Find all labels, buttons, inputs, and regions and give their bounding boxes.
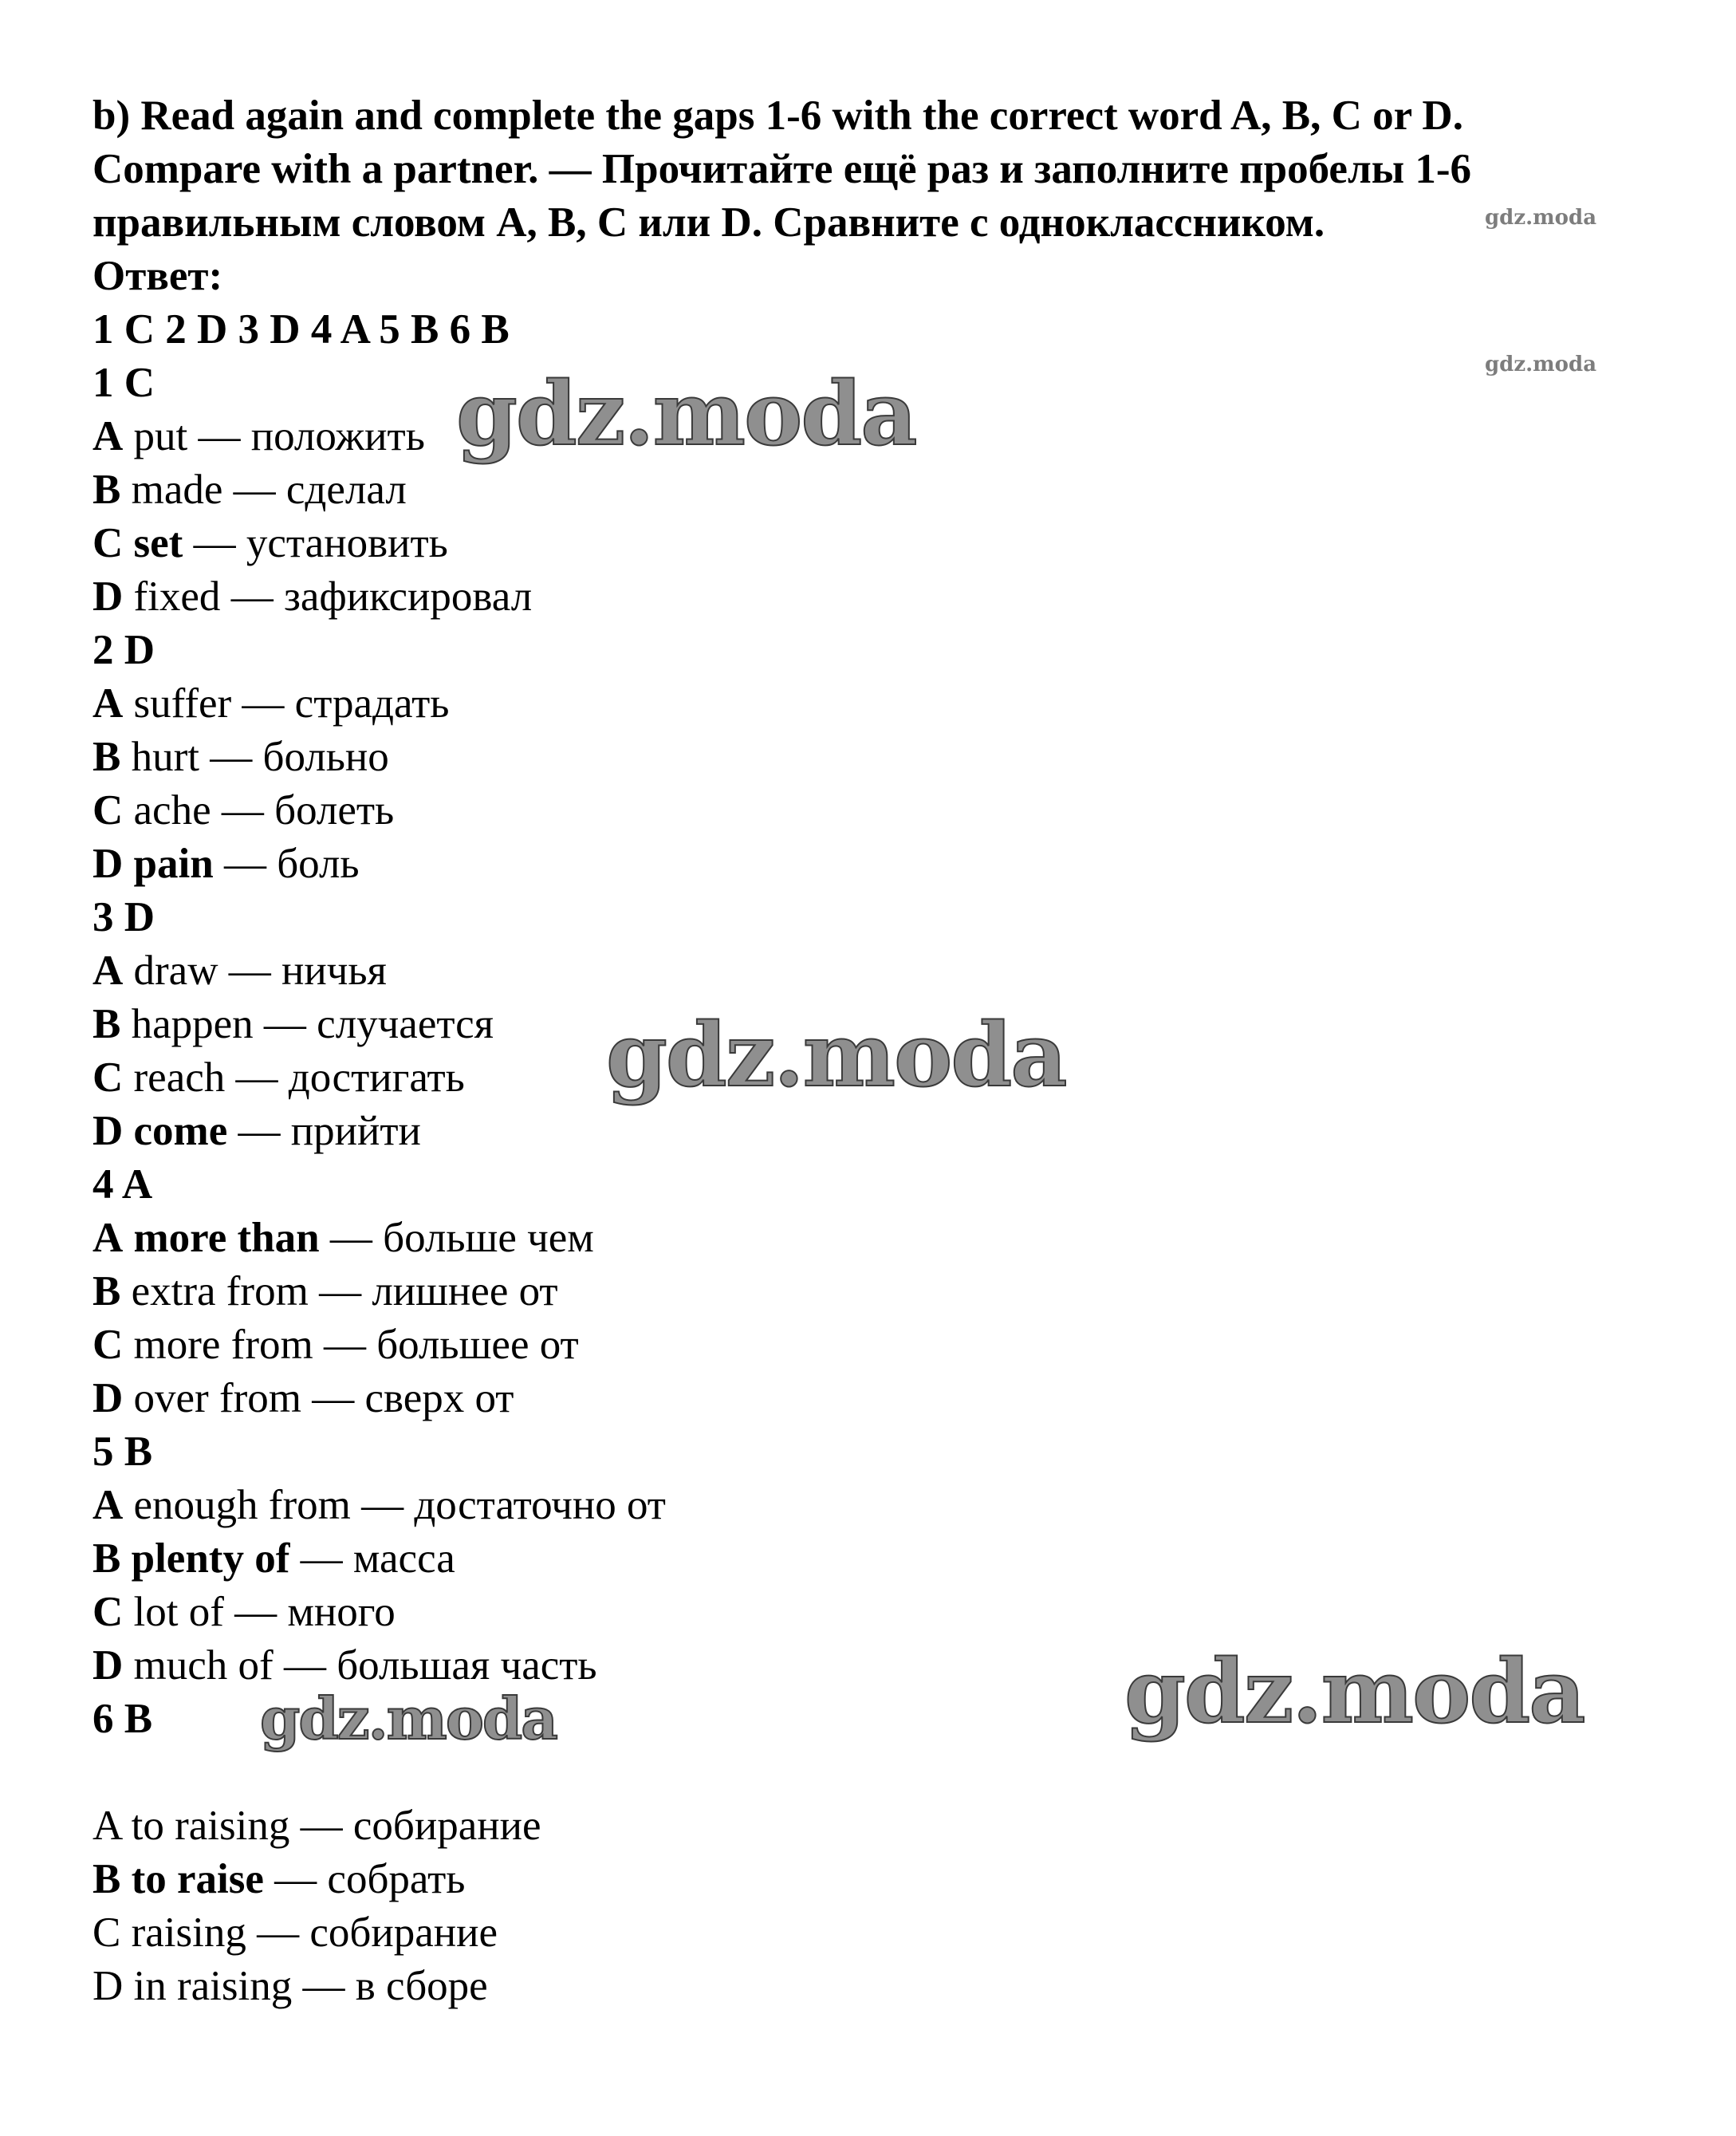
option-word: fixed	[133, 573, 221, 620]
option-translation: — большее от	[313, 1322, 579, 1368]
option-letter: C	[93, 1322, 124, 1368]
option-letter: C	[93, 1909, 121, 1956]
option-word: extra from	[131, 1268, 309, 1314]
option-translation: — случается	[253, 1001, 494, 1047]
option-letter: D	[93, 841, 124, 887]
option-letter: B	[93, 1268, 121, 1314]
option-word: more from	[133, 1322, 313, 1368]
option-word: made	[131, 467, 223, 513]
option-letter: D	[93, 1963, 124, 2009]
option-letter: A	[93, 1482, 124, 1528]
option-row	[93, 1479, 1655, 1532]
option-word: in raising	[133, 1963, 293, 2009]
option-word: hurt	[131, 734, 199, 780]
option-word: reach	[133, 1054, 226, 1101]
option-translation: — боль	[213, 841, 360, 887]
option-row	[93, 1799, 1655, 1853]
heading-line-1: b) Read again and complete the gaps 1-6 with the correct word A, B, C or D.	[93, 93, 1463, 139]
option-translation: — положить	[187, 413, 425, 459]
option-row	[93, 1372, 1655, 1425]
option-word: happen	[131, 1001, 254, 1047]
watermark-medium: gdz.moda	[260, 1685, 557, 1752]
option-translation: — ничья	[218, 948, 387, 994]
option-translation: — собирание	[289, 1803, 541, 1849]
question-header: 1 C	[93, 360, 155, 406]
option-translation: — масса	[289, 1535, 455, 1582]
option-word: enough from	[133, 1482, 351, 1528]
option-word-correct: set	[133, 520, 183, 566]
option-letter: B	[93, 1856, 121, 1902]
option-row-correct	[93, 1853, 1655, 1906]
option-row-correct	[93, 1532, 1655, 1586]
option-row	[93, 1265, 1655, 1318]
option-word: ache	[133, 787, 211, 834]
question-header: 4 A	[93, 1161, 153, 1208]
option-row-correct	[93, 837, 1655, 891]
option-row-correct	[93, 1105, 1655, 1158]
option-letter: A	[93, 680, 124, 727]
option-word-correct: come	[133, 1108, 228, 1154]
option-row	[93, 1906, 1655, 1960]
option-word: much of	[133, 1642, 274, 1689]
option-letter: A	[93, 1803, 121, 1849]
option-letter: B	[93, 1535, 121, 1582]
option-word: raising	[131, 1909, 246, 1956]
question-header: 3 D	[93, 894, 155, 940]
question-header: 2 D	[93, 627, 155, 673]
option-translation: — страдать	[231, 680, 450, 727]
option-row	[93, 784, 1655, 837]
option-row	[93, 463, 1655, 517]
option-translation: — достаточно от	[350, 1482, 666, 1528]
option-translation: — установить	[183, 520, 448, 566]
question-block-2	[93, 624, 1655, 891]
watermark-large: gdz.moda	[1124, 1640, 1584, 1743]
option-row	[93, 570, 1655, 624]
watermark-small: gdz.moda	[1485, 206, 1597, 230]
option-letter: C	[93, 520, 124, 566]
option-letter: A	[93, 413, 124, 459]
blank-line	[93, 1746, 1655, 1799]
option-translation: — много	[223, 1589, 396, 1635]
option-translation: — болеть	[211, 787, 395, 834]
option-word-correct: plenty of	[131, 1535, 290, 1582]
question-header: 6 B	[93, 1696, 153, 1742]
option-letter: D	[93, 1642, 124, 1689]
option-translation: — сделал	[222, 467, 407, 513]
option-row	[93, 944, 1655, 998]
option-translation: — собирание	[246, 1909, 498, 1956]
option-word: put	[133, 413, 188, 459]
question-header: 5 B	[93, 1429, 153, 1475]
option-translation: — лишнее от	[308, 1268, 558, 1314]
option-word: over from	[133, 1375, 301, 1421]
option-letter: C	[93, 787, 124, 834]
option-row	[93, 1318, 1655, 1372]
option-letter: C	[93, 1589, 124, 1635]
option-letter: D	[93, 573, 124, 620]
task-heading	[93, 89, 1655, 250]
option-letter: B	[93, 734, 121, 780]
option-row	[93, 677, 1655, 731]
option-letter: D	[93, 1108, 124, 1154]
option-letter: D	[93, 1375, 124, 1421]
watermark-small: gdz.moda	[1485, 353, 1597, 376]
option-letter: C	[93, 1054, 124, 1101]
answer-key: 1 C 2 D 3 D 4 A 5 B 6 B	[93, 306, 510, 353]
option-word: suffer	[133, 680, 232, 727]
question-block-4	[93, 1158, 1655, 1425]
watermark-large: gdz.moda	[456, 362, 916, 465]
heading-line-3: правильным словом A, B, C или D. Сравните с одноклассником.	[93, 199, 1325, 246]
option-translation: — больше чем	[319, 1215, 594, 1261]
option-translation: — собрать	[263, 1856, 466, 1902]
option-translation: — больно	[199, 734, 389, 780]
option-translation: — зафиксировал	[220, 573, 533, 620]
option-row	[93, 731, 1655, 784]
option-letter: B	[93, 1001, 121, 1047]
option-translation: — в сборе	[292, 1963, 488, 2009]
option-letter: A	[93, 948, 124, 994]
option-word-correct: pain	[133, 841, 214, 887]
option-translation: — сверх от	[301, 1375, 514, 1421]
option-row-correct	[93, 1212, 1655, 1265]
answer-label: Ответ:	[93, 253, 223, 299]
option-translation: — большая часть	[273, 1642, 597, 1689]
option-word-correct: more than	[133, 1215, 320, 1261]
option-word: lot of	[133, 1589, 224, 1635]
option-word-correct: to raise	[131, 1856, 264, 1902]
option-word: to raising	[131, 1803, 290, 1849]
option-translation: — достигать	[225, 1054, 465, 1101]
heading-line-2: Compare with a partner. — Прочитайте ещё раз и заполните пробелы 1-6	[93, 146, 1471, 192]
option-row	[93, 1960, 1655, 2013]
option-letter: B	[93, 467, 121, 513]
option-row	[93, 1586, 1655, 1639]
option-word: draw	[133, 948, 218, 994]
option-row-correct	[93, 517, 1655, 570]
watermark-large: gdz.moda	[606, 1003, 1066, 1106]
option-letter: A	[93, 1215, 124, 1261]
option-translation: — прийти	[227, 1108, 421, 1154]
